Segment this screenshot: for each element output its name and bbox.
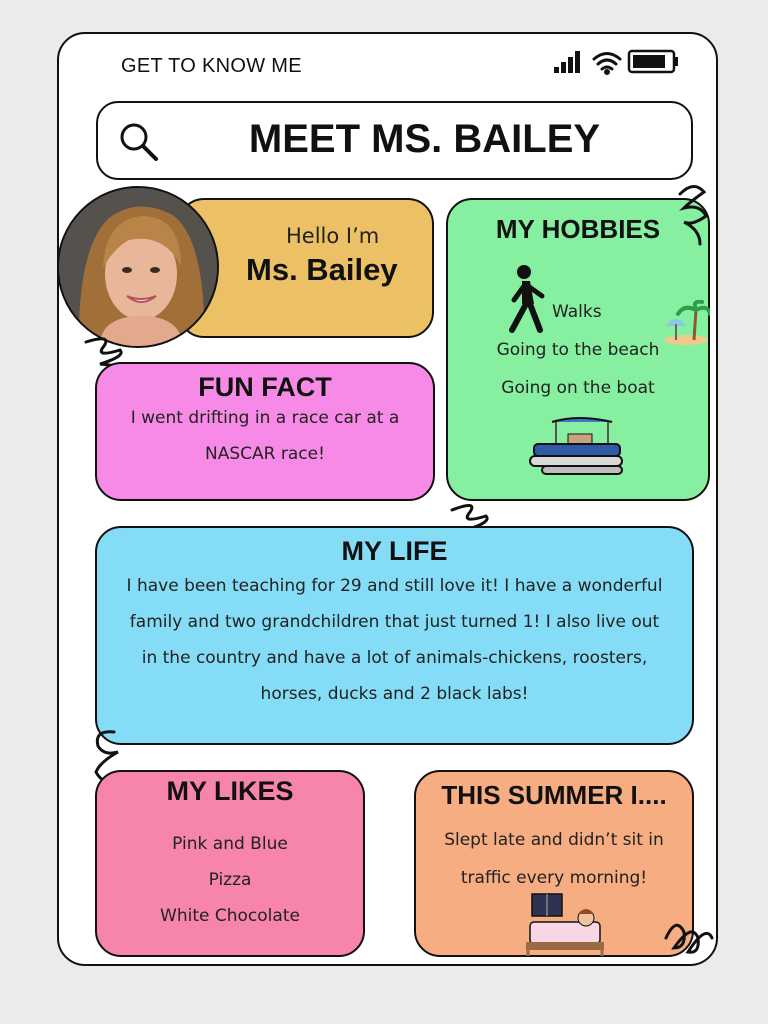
my-life-line: family and two grandchildren that just turned 1! I also live out (129, 612, 660, 632)
avatar-portrait (59, 188, 219, 348)
page-title: MEET MS. BAILEY (248, 117, 601, 161)
hello-greeting: Hello I’m (286, 224, 380, 248)
search-bar[interactable] (96, 101, 693, 180)
status-icons (554, 48, 680, 76)
summer-line: Slept late and didn’t sit in (444, 830, 664, 850)
hobby-item: Going on the boat (501, 378, 655, 398)
like-item: Pizza (208, 870, 252, 890)
pontoon-boat-icon (528, 414, 628, 478)
wifi-icon (594, 54, 620, 74)
like-item: White Chocolate (160, 906, 300, 926)
this-summer-title: THIS SUMMER I.... (441, 780, 667, 810)
like-item: Pink and Blue (172, 834, 288, 854)
my-likes-card (95, 770, 365, 957)
my-life-line: in the country and have a lot of animals-chickens, roosters, (141, 648, 648, 668)
sleeping-child-icon (520, 892, 606, 956)
fun-fact-title: FUN FACT (198, 372, 332, 402)
my-life-line: I have been teaching for 29 and still love it! I have a wonderful (126, 576, 663, 596)
my-life-title: MY LIFE (341, 536, 448, 566)
squiggle-icon (670, 178, 714, 250)
squiggle-icon (662, 908, 716, 960)
signal-icon (554, 51, 580, 73)
my-life-card (95, 526, 694, 745)
hobbies-title: MY HOBBIES (495, 214, 661, 244)
hello-name: Ms. Bailey (246, 252, 398, 287)
hobby-item: Walks (552, 302, 602, 322)
my-likes-title: MY LIKES (166, 776, 294, 806)
battery-icon (629, 51, 678, 72)
fun-fact-card (95, 362, 435, 501)
avatar (57, 186, 219, 348)
summer-line: traffic every morning! (460, 868, 648, 888)
my-life-line: horses, ducks and 2 black labs! (260, 684, 529, 704)
fun-fact-line: I went drifting in a race car at a (130, 408, 400, 428)
status-title: GET TO KNOW ME (121, 55, 302, 77)
this-summer-card (414, 770, 694, 957)
walking-person-icon (500, 264, 548, 334)
fun-fact-line: NASCAR race! (205, 444, 325, 464)
hobby-item: Going to the beach (496, 340, 660, 360)
